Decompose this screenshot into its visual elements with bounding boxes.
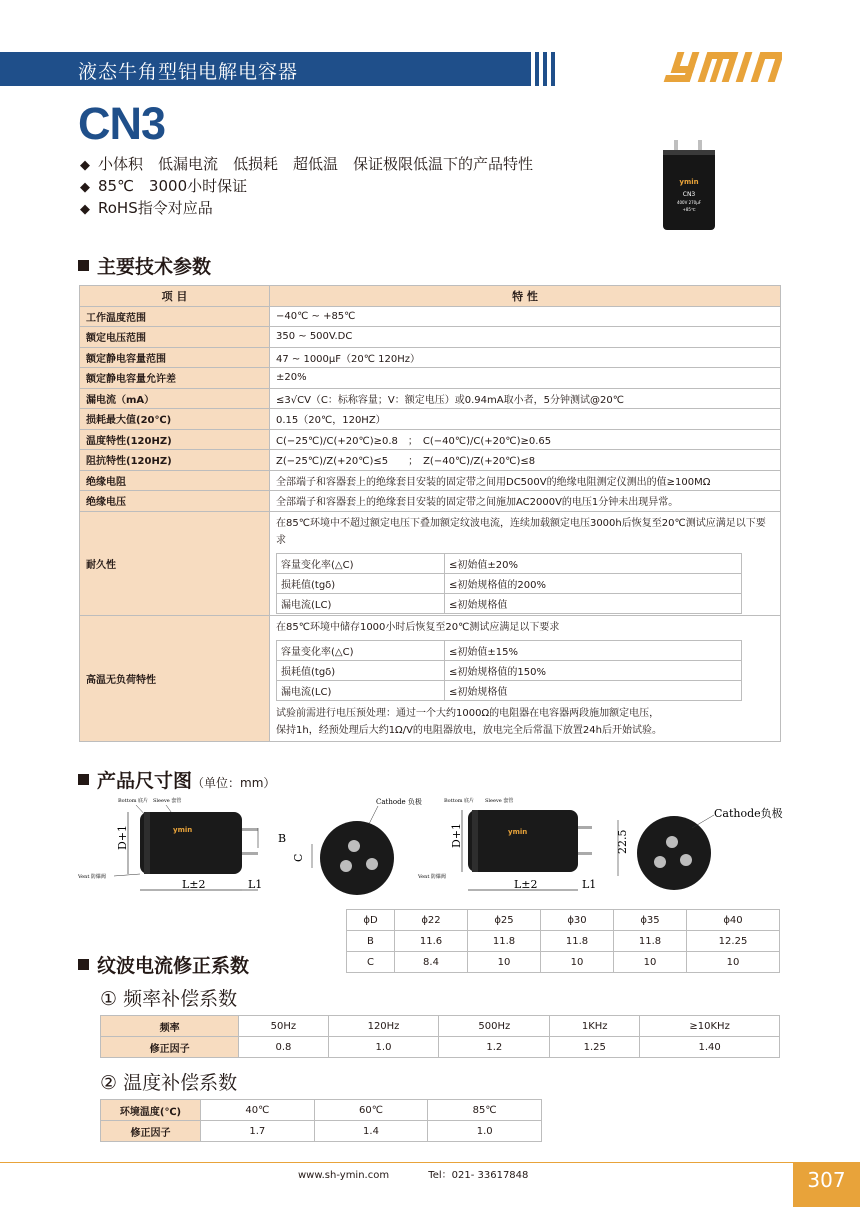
table-row: 修正因子 1.7 1.4 1.0: [101, 1121, 542, 1142]
temp-subtitle: ② 温度补偿系数: [100, 1072, 238, 1094]
ymin-logo: [662, 44, 782, 90]
svg-text:Cathode负极: Cathode负极: [714, 807, 783, 820]
svg-text:Sleeve 套管: Sleeve 套管: [485, 798, 514, 804]
svg-text:Sleeve 套管: Sleeve 套管: [153, 798, 182, 804]
table-row: 绝缘电压 全部端子和容器套上的绝缘套目安装的固定带之间施加AC2000V的电压1分钟未出现异常。: [80, 491, 781, 512]
spec-head-char: 特 性: [270, 286, 781, 307]
drawing-brand: ymin: [173, 826, 193, 834]
table-row: 频率 50Hz 120Hz 500Hz 1KHz ≥10KHz: [101, 1016, 780, 1037]
photo-brand: ymin: [679, 178, 699, 186]
svg-text:L1: L1: [248, 878, 263, 891]
spec-table: [79, 285, 781, 742]
table-row: 额定静电容量范围 47 ~ 1000μF（20℃ 120Hz）: [80, 347, 781, 368]
photo-rating: 400V 270μF: [676, 200, 702, 205]
shelf-criteria: 容量变化率(△C) ≤初始值±15% 损耗值(tgδ) ≤初始规格值的150% 漏电流(LC) ≤初始规格值: [276, 640, 742, 701]
page-number: 307: [793, 1162, 860, 1207]
footer-tel: Tel：021- 33617848: [428, 1170, 529, 1181]
svg-text:Vent 防爆阀: Vent 防爆阀: [78, 874, 106, 880]
table-row: 温度特性(120HZ) C(−25℃)/C(+20℃)≥0.8 ； C(−40℃)/C(+20℃)≥0.65: [80, 429, 781, 450]
svg-text:L±2: L±2: [514, 878, 538, 891]
svg-text:L1: L1: [582, 878, 597, 891]
endurance-criteria: 容量变化率(△C) ≤初始值±20% 损耗值(tgδ) ≤初始规格值的200% 漏电流(LC) ≤初始规格值: [276, 553, 742, 614]
table-row: 额定电压范围 350 ~ 500V.DC: [80, 327, 781, 348]
svg-text:L±2: L±2: [182, 878, 206, 891]
shelf-row: 高温无负荷特性 在85℃环境中储存1000小时后恢复至20℃测试应满足以下要求 容量变化率(△C) ≤初始值±15% 损耗值(tgδ) ≤初始规格值的150% 漏电流(LC) ≤初始规格值 试验前需进行电压预处理：通过一个大约1000Ω的电阻器在电容器两段施加额定电压， 保持1h，经预处理后大约1Ω/V的电阻器放电，放电完全后常温下放置24h后开始试验。: [80, 615, 781, 741]
spec-section-title: 主要技术参数: [78, 252, 211, 279]
freq-subtitle: ① 频率补偿系数: [100, 988, 238, 1010]
feature-list: [80, 154, 533, 220]
ripple-section-title: 纹波电流修正系数: [78, 951, 249, 978]
table-row: 绝缘电阻 全部端子和容器套上的绝缘套目安装的固定带之间用DC500V的绝缘电阻测定仪测出的值≥100MΩ: [80, 470, 781, 491]
freq-table: [100, 1015, 780, 1058]
table-row: 修正因子 0.8 1.0 1.2 1.25 1.40: [101, 1037, 780, 1058]
svg-text:D+1: D+1: [450, 822, 463, 848]
dimension-table: ϕD ϕ22 ϕ25 ϕ30 ϕ35 ϕ40 B 11.6 11.8 11.8 11.8 12.25 C 8.4 10 10 10 10: [346, 909, 780, 973]
footer: [298, 1166, 564, 1181]
svg-text:Bottom 底片: Bottom 底片: [444, 798, 475, 804]
svg-text:D+1: D+1: [116, 824, 129, 850]
table-row: B 11.6 11.8 11.8 11.8 12.25: [347, 931, 780, 952]
spec-head-item: 项 目: [80, 286, 270, 307]
capacitor-photo: [660, 140, 718, 230]
table-row: 损耗最大值(20℃) 0.15（20℃，120HZ）: [80, 409, 781, 430]
table-row: C 8.4 10 10 10 10: [347, 952, 780, 973]
footer-website[interactable]: www.sh-ymin.com: [298, 1170, 390, 1181]
model-title: CN3: [78, 98, 166, 149]
svg-text:Cathode 负极: Cathode 负极: [376, 798, 422, 806]
table-row: 阻抗特性(120HZ) Z(−25℃)/Z(+20℃)≤5 ； Z(−40℃)/Z(+20℃)≤8: [80, 450, 781, 471]
header-stripes: [487, 52, 555, 86]
endurance-intro: 在85℃环境中不超过额定电压下叠加额定纹波电流，连续加载额定电压3000h后恢复至20℃测试应满足以下要求: [276, 517, 766, 546]
drawing-brand: ymin: [508, 828, 528, 836]
table-row: 环境温度(℃) 40℃ 60℃ 85℃: [101, 1100, 542, 1121]
photo-model: CN3: [682, 191, 696, 198]
feature-item: ◆ 小体积 低漏电流 低损耗 超低温 保证极限低温下的产品特性: [80, 154, 533, 176]
header-title: 液态牛角型铝电解电容器: [78, 61, 299, 83]
dim-section-title: 产品尺寸图（单位：mm）: [78, 766, 275, 793]
shelf-note: 保持1h，经预处理后大约1Ω/V的电阻器放电，放电完全后常温下放置24h后开始试验。: [276, 724, 662, 736]
svg-text:C: C: [292, 853, 305, 862]
feature-item: ◆ 85℃ 3000小时保证: [80, 176, 533, 198]
footer-line: [0, 1162, 793, 1163]
svg-text:Bottom 底片: Bottom 底片: [118, 798, 149, 804]
endurance-row: 耐久性 在85℃环境中不超过额定电压下叠加额定纹波电流，连续加载额定电压3000h后恢复至20℃测试应满足以下要求 容量变化率(△C) ≤初始值±20% 损耗值(tgδ) ≤初始规格值的200% 漏电流(LC) ≤初始规格值: [80, 511, 781, 615]
table-row: 漏电流（mA） ≤3√CV（C：标称容量；V：额定电压）或0.94mA取小者，5分钟测试@20℃: [80, 388, 781, 409]
svg-text:22.5: 22.5: [616, 829, 629, 854]
table-row: 工作温度范围 −40℃ ~ +85℃: [80, 306, 781, 327]
table-row: 额定静电容量允许差 ±20%: [80, 368, 781, 389]
temp-table: [100, 1099, 542, 1142]
photo-temp: +85℃: [682, 207, 696, 212]
shelf-intro: 在85℃环境中储存1000小时后恢复至20℃测试应满足以下要求: [276, 621, 560, 633]
shelf-note: 试验前需进行电压预处理：通过一个大约1000Ω的电阻器在电容器两段施加额定电压，: [276, 707, 660, 719]
svg-text:Vent 防爆阀: Vent 防爆阀: [418, 874, 446, 880]
dimension-drawing: [78, 790, 788, 910]
feature-item: ◆ RoHS指令对应品: [80, 198, 533, 220]
svg-text:B: B: [278, 832, 287, 845]
